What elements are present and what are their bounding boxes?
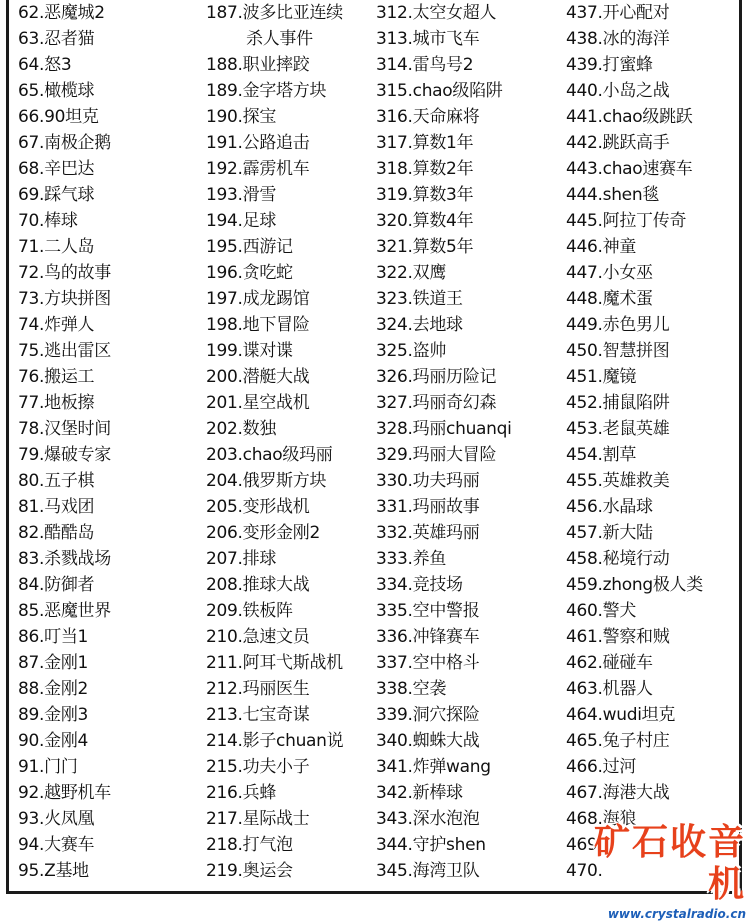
game-list-item: 192.霹雳机车 [206,159,310,179]
game-list-item: 448.魔术蛋 [566,289,653,309]
game-list-item: 62.恶魔城2 [18,3,105,23]
game-list-item: 70.棒球 [18,211,78,231]
game-list-item: 342.新棒球 [376,783,463,803]
game-list-item: 207.排球 [206,549,277,569]
game-list-column-3 [376,0,512,884]
game-list-item: 213.七宝奇谋 [206,705,310,725]
game-list-item: 82.酷酷岛 [18,523,95,543]
game-list-item: 67.南极企鹅 [18,133,111,153]
game-list-item: 92.越野机车 [18,783,111,803]
game-list-item: 326.玛丽历险记 [376,367,497,387]
game-list-item: 196.贪吃蛇 [206,263,293,283]
game-list-item: 468.海狼 [566,809,637,829]
game-list-item: 216.兵蜂 [206,783,277,803]
game-list-item: 466.过河 [566,757,637,777]
game-list-item: 441.chao级跳跃 [566,107,693,127]
game-list-item: 214.影子chuan说 [206,731,344,751]
game-list-item: 463.机器人 [566,679,653,699]
game-list-item: 323.铁道王 [376,289,463,309]
game-list-item: 215.功夫小子 [206,757,310,777]
game-list-item: 69.踩气球 [18,185,95,205]
game-list-item: 78.汉堡时间 [18,419,111,439]
game-list-item: 203.chao级玛丽 [206,445,333,465]
game-list-item: 339.洞穴探险 [376,705,480,725]
game-list-item: 75.逃出雷区 [18,341,111,361]
game-list-item: 杀人事件 [246,29,313,49]
game-list-item: 322.双鹰 [376,263,447,283]
game-list-item: 83.杀戮战场 [18,549,111,569]
game-list-item: 94.大赛车 [18,835,95,855]
game-list-item: 74.炸弹人 [18,315,95,335]
game-list-item: 330.功夫玛丽 [376,471,480,491]
game-list-item: 335.空中警报 [376,601,480,621]
game-list-item: 76.搬运工 [18,367,95,387]
game-list-item: 189.金字塔方块 [206,81,327,101]
game-list-item: 446.神童 [566,237,637,257]
game-list-item: 344.守护shen [376,835,486,855]
game-list-item: 198.地下冒险 [206,315,310,335]
game-list-item: 450.智慧拼图 [566,341,670,361]
game-list-item: 197.成龙踢馆 [206,289,310,309]
game-list-item: 329.玛丽大冒险 [376,445,497,465]
game-list-item: 80.五子棋 [18,471,95,491]
game-list-item: 343.深水泡泡 [376,809,480,829]
game-list-item: 200.潜艇大战 [206,367,310,387]
game-list-item: 439.打蜜蜂 [566,55,653,75]
game-list-item: 447.小女巫 [566,263,653,283]
game-list-item: 317.算数1年 [376,133,474,153]
game-list-item: 90.金刚4 [18,731,89,751]
game-list-item: 208.推球大战 [206,575,310,595]
game-list-item: 315.chao级陷阱 [376,81,503,101]
game-list-item: 81.马戏团 [18,497,95,517]
game-list-item: 218.打气泡 [206,835,293,855]
game-list-item: 87.金刚1 [18,653,89,673]
game-list-item: 452.捕鼠陷阱 [566,393,670,413]
game-list-item: 465.兔子村庄 [566,731,670,751]
game-list-item: 460.警犬 [566,601,637,621]
game-list-item: 188.职业摔跤 [206,55,310,75]
game-list-item: 210.急速文员 [206,627,310,647]
game-list-item: 71.二人岛 [18,237,95,257]
game-list-item: 341.炸弹wang [376,757,491,777]
game-list-item: 79.爆破专家 [18,445,111,465]
game-list-item: 219.奥运会 [206,861,293,881]
watermark-title: 矿石收音机 [593,822,746,905]
game-list-item: 324.去地球 [376,315,463,335]
game-list-item: 85.恶魔世界 [18,601,111,621]
game-list-item: 64.怒3 [18,55,72,75]
game-list-item: 461.警察和贼 [566,627,670,647]
game-list-item: 467.海港大战 [566,783,670,803]
game-list-item: 333.养鱼 [376,549,447,569]
game-list-item: 469. [566,835,603,855]
game-list-item: 209.铁板阵 [206,601,293,621]
game-list-item: 440.小岛之战 [566,81,670,101]
game-list-item: 332.英雄玛丽 [376,523,480,543]
game-list-item: 68.辛巴达 [18,159,95,179]
watermark-url: www.crystalradio.cn [578,906,746,922]
game-list-item: 331.玛丽故事 [376,497,480,517]
game-list-item: 454.割草 [566,445,637,465]
game-list-item: 451.魔镜 [566,367,637,387]
game-list-item: 462.碰碰车 [566,653,653,673]
game-list-item: 73.方块拼图 [18,289,111,309]
game-list-item: 217.星际战士 [206,809,310,829]
game-list-item: 327.玛丽奇幻森 [376,393,497,413]
game-list-item: 325.盗帅 [376,341,447,361]
game-list-item: 336.冲锋赛车 [376,627,480,647]
game-list-item: 95.Z基地 [18,861,89,881]
game-list-item: 445.阿拉丁传奇 [566,211,687,231]
game-list-item: 455.英雄救美 [566,471,670,491]
game-list-item: 89.金刚3 [18,705,89,725]
game-list-item: 211.阿耳弋斯战机 [206,653,343,673]
game-list-item: 320.算数4年 [376,211,474,231]
game-list-item: 459.zhong极人类 [566,575,703,595]
game-list-item: 443.chao速赛车 [566,159,693,179]
game-list-item: 345.海湾卫队 [376,861,480,881]
game-list-item: 204.俄罗斯方块 [206,471,327,491]
game-list-item: 456.水晶球 [566,497,653,517]
game-list-column-1 [18,0,111,884]
game-list-item: 319.算数3年 [376,185,474,205]
game-list-item: 72.鸟的故事 [18,263,111,283]
game-list-item: 312.太空女超人 [376,3,497,23]
game-list-item: 444.shen毯 [566,185,660,205]
game-list-item: 470. [566,861,603,881]
game-list-item: 202.数独 [206,419,277,439]
game-list-item: 212.玛丽医生 [206,679,310,699]
game-list-item: 88.金刚2 [18,679,89,699]
game-list-item: 328.玛丽chuanqi [376,419,512,439]
game-list-item: 314.雷鸟号2 [376,55,474,75]
game-list-item: 334.竞技场 [376,575,463,595]
game-list-item: 206.变形金刚2 [206,523,320,543]
game-list-item: 316.天命麻将 [376,107,480,127]
game-list-item: 458.秘境行动 [566,549,670,569]
game-list-column-4 [566,0,703,884]
game-list-item: 457.新大陆 [566,523,653,543]
watermark-logo [578,822,746,921]
game-list-item: 199.谍对谍 [206,341,293,361]
game-list-item: 195.西游记 [206,237,293,257]
game-list-item: 190.探宝 [206,107,277,127]
game-list-item: 194.足球 [206,211,277,231]
game-list-item: 464.wudi坦克 [566,705,676,725]
game-list-item: 66.90坦克 [18,107,99,127]
game-list-item: 77.地板擦 [18,393,95,413]
game-list-item: 337.空中格斗 [376,653,480,673]
game-list-item: 313.城市飞车 [376,29,480,49]
game-list-item: 205.变形战机 [206,497,310,517]
game-list-item: 318.算数2年 [376,159,474,179]
game-list-item: 321.算数5年 [376,237,474,257]
game-list-item: 63.忍者猫 [18,29,95,49]
game-list-item: 438.冰的海洋 [566,29,670,49]
game-list-item: 65.橄榄球 [18,81,95,101]
game-list-item: 86.叮当1 [18,627,89,647]
game-list-item: 453.老鼠英雄 [566,419,670,439]
game-list-item: 340.蜘蛛大战 [376,731,480,751]
game-list-item: 449.赤色男儿 [566,315,670,335]
game-list-item: 442.跳跃高手 [566,133,670,153]
game-list-item: 193.滑雪 [206,185,277,205]
game-list-column-2 [206,0,343,884]
game-list-item: 437.开心配对 [566,3,670,23]
game-list-item: 201.星空战机 [206,393,310,413]
game-list-item: 338.空袭 [376,679,447,699]
game-list-item: 187.波多比亚连续 [206,3,343,23]
game-list-item: 93.火凤凰 [18,809,95,829]
game-list-item: 91.门门 [18,757,78,777]
game-list-item: 191.公路追击 [206,133,310,153]
game-list-item: 84.防御者 [18,575,95,595]
